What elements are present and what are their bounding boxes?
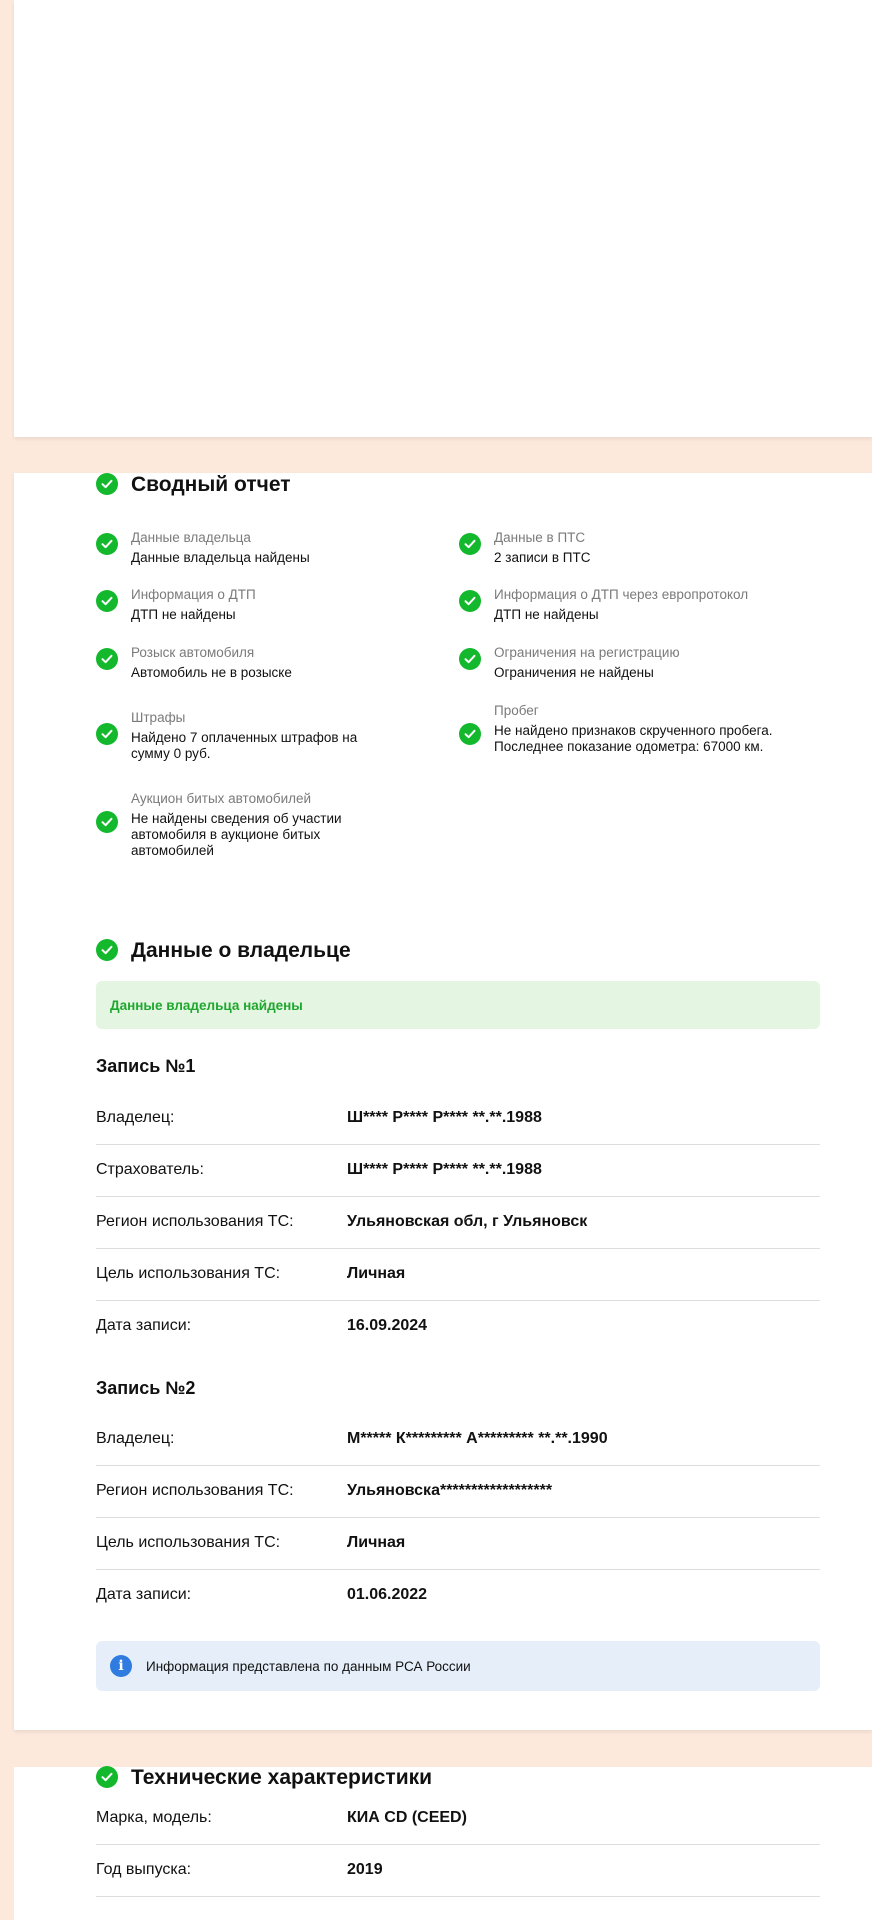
summary-item-label: Штрафы [131,710,186,725]
owner-section-title: Данные о владельце [131,939,351,962]
record-1-title: Запись №1 [96,1056,196,1076]
summary-item-value: Не найдено признаков скрученного пробега. Последнее показание одометра: 67000 км. [494,723,773,754]
row-label: Страхователь: [96,1161,204,1178]
check-circle-icon [96,473,118,495]
check-circle-icon [459,648,481,670]
check-circle-icon [459,723,481,745]
summary-item-value: Автомобиль не в розыске [131,665,292,680]
summary-item-label: Информация о ДТП через европротокол [494,587,749,602]
summary-title: Сводный отчет [131,473,291,496]
summary-item-label: Аукцион битых автомобилей [131,791,312,806]
row-value: Ш**** Р**** Р**** **.**.1988 [347,1109,542,1126]
summary-item-owner [131,529,391,566]
summary-item-value: ДТП не найдены [131,607,236,622]
info-icon: i [110,1655,132,1677]
summary-item-label: Данные в ПТС [494,530,586,545]
summary-item-accidents [131,586,391,623]
summary-item-label: Розыск автомобиля [131,645,255,660]
row-value: 16.09.2024 [347,1317,428,1334]
row-value: Ульяновская обл, г Ульяновск [347,1213,588,1230]
row-label: Марка, модель: [96,1809,212,1826]
check-circle-icon [96,723,118,745]
table-row [96,1093,820,1145]
record-2-title: Запись №2 [96,1378,196,1398]
row-value: Ш**** Р**** Р**** **.**.1988 [347,1161,542,1178]
summary-item-value: Не найдены сведения об участии автомобиля в аукционе битых автомобилей [131,811,342,858]
row-label: Дата записи: [96,1586,192,1603]
row-label: Год выпуска: [96,1861,192,1878]
table-row [96,1570,820,1622]
row-label: Владелец: [96,1109,175,1126]
table-row [96,1145,820,1197]
row-value: 2019 [347,1861,383,1878]
summary-item-pts [494,529,784,566]
row-label: Цель использования ТС: [96,1534,281,1551]
summary-item-label: Информация о ДТП [131,587,256,602]
check-circle-icon [459,590,481,612]
table-row [96,1845,820,1897]
check-circle-icon [96,811,118,833]
summary-item-auction [131,790,391,859]
table-row [96,1793,820,1845]
summary-item-value: ДТП не найдены [494,607,599,622]
check-circle-icon [96,939,118,961]
check-circle-icon [459,533,481,555]
row-label: Цель использования ТС: [96,1265,281,1282]
summary-item-label: Данные владельца [131,530,251,545]
row-label: Владелец: [96,1430,175,1447]
summary-item-value: Данные владельца найдены [131,550,310,565]
table-row [96,1249,820,1301]
row-value: Личная [347,1265,406,1282]
summary-item-restrictions [494,644,784,681]
row-label: Регион использования ТС: [96,1482,294,1499]
summary-item-value: Ограничения не найдены [494,665,654,680]
tech-section-title: Технические характеристики [131,1766,433,1789]
row-value: 01.06.2022 [347,1586,428,1603]
summary-item-value: 2 записи в ПТС [494,550,591,565]
row-value: Ульяновска****************** [347,1482,553,1499]
table-row [96,1518,820,1570]
row-value: КИА CD (CEED) [347,1809,467,1826]
summary-item-mileage [494,702,784,755]
rsa-info-banner [96,1641,820,1691]
owner-found-banner: Данные владельца найдены [96,981,820,1029]
check-circle-icon [96,648,118,670]
top-card [14,0,872,437]
row-label: Дата записи: [96,1317,192,1334]
check-circle-icon [96,533,118,555]
summary-item-label: Ограничения на регистрацию [494,645,680,660]
check-circle-icon [96,590,118,612]
row-label: Регион использования ТС: [96,1213,294,1230]
row-value: М***** К********* А********* **.**.1990 [347,1430,608,1447]
table-row [96,1197,820,1249]
table-row [96,1466,820,1518]
summary-item-fines [131,709,391,762]
summary-item-europrotocol [494,586,784,623]
summary-item-value: Найдено 7 оплаченных штрафов на сумму 0 руб. [131,730,358,761]
table-row [96,1414,820,1466]
row-value: Личная [347,1534,406,1551]
check-circle-icon [96,1766,118,1788]
tech-card [14,1767,872,1920]
rsa-info-text: Информация представлена по данным РСА России [146,1658,471,1674]
summary-item-wanted [131,644,391,681]
report-card [14,473,872,1730]
table-row [96,1301,820,1353]
summary-item-label: Пробег [494,703,539,718]
